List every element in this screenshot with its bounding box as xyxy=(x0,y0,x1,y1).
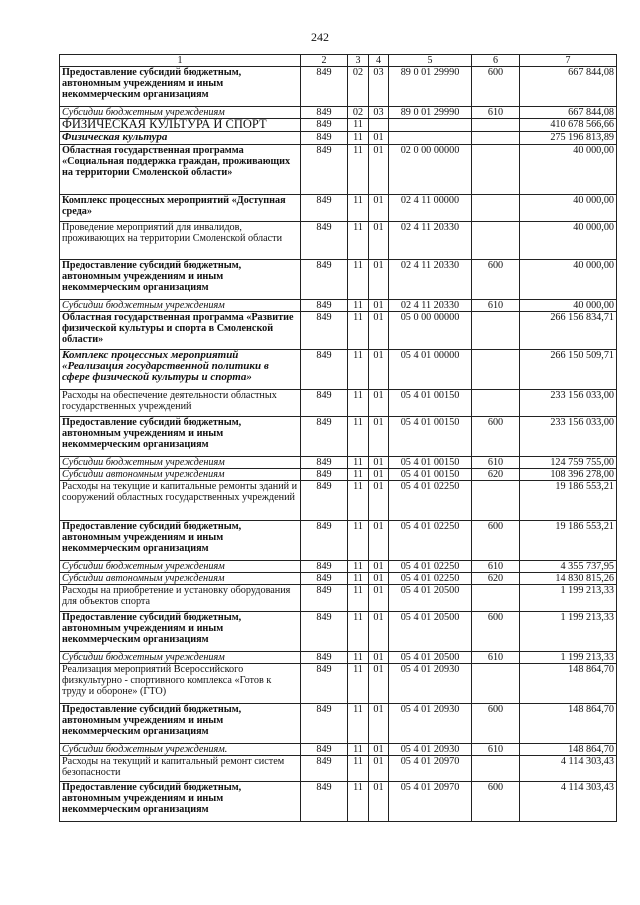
row-name: Расходы на приобретение и установку оборудования для объектов спорта xyxy=(60,585,301,612)
row-code-expense-type xyxy=(472,195,520,222)
table-row xyxy=(60,119,617,132)
table-row xyxy=(60,300,617,312)
row-code-target xyxy=(389,132,472,145)
row-code-admin: 849 xyxy=(301,145,348,195)
row-code-target: 05 4 01 02250 xyxy=(389,561,472,573)
row-name: Субсидии бюджетным учреждениям. xyxy=(60,744,301,756)
row-code-admin: 849 xyxy=(301,390,348,417)
row-code-subsection: 01 xyxy=(369,744,389,756)
row-name: Предоставление субсидий бюджетным, автономным учреждениям и иным некоммерческим организациям xyxy=(60,417,301,457)
row-code-subsection: 01 xyxy=(369,585,389,612)
table-row xyxy=(60,561,617,573)
header-col-7: 7 xyxy=(520,55,617,67)
row-amount: 14 830 815,26 xyxy=(520,573,617,585)
row-code-section: 11 xyxy=(348,481,369,521)
row-amount: 667 844,08 xyxy=(520,107,617,119)
row-code-target: 05 4 01 02250 xyxy=(389,573,472,585)
row-name: Субсидии бюджетным учреждениям xyxy=(60,300,301,312)
row-amount: 108 396 278,00 xyxy=(520,469,617,481)
row-amount: 19 186 553,21 xyxy=(520,481,617,521)
row-code-admin: 849 xyxy=(301,195,348,222)
row-code-target: 05 4 01 20500 xyxy=(389,612,472,652)
row-code-admin: 849 xyxy=(301,457,348,469)
header-col-5: 5 xyxy=(389,55,472,67)
header-row xyxy=(60,55,617,67)
row-code-admin: 849 xyxy=(301,704,348,744)
row-amount: 233 156 033,00 xyxy=(520,390,617,417)
row-code-section: 11 xyxy=(348,145,369,195)
row-name: Областная государственная программа «Социальная поддержка граждан, проживающих на территории Смоленской области» xyxy=(60,145,301,195)
row-code-section: 11 xyxy=(348,782,369,822)
row-code-target: 05 4 01 02250 xyxy=(389,481,472,521)
row-code-admin: 849 xyxy=(301,260,348,300)
row-code-expense-type: 600 xyxy=(472,612,520,652)
row-code-section: 11 xyxy=(348,664,369,704)
table-row xyxy=(60,756,617,782)
row-code-admin: 849 xyxy=(301,222,348,260)
row-code-expense-type xyxy=(472,222,520,260)
row-amount: 1 199 213,33 xyxy=(520,585,617,612)
row-code-target: 05 4 01 00150 xyxy=(389,469,472,481)
row-code-section: 11 xyxy=(348,756,369,782)
row-code-admin: 849 xyxy=(301,521,348,561)
header-col-6: 6 xyxy=(472,55,520,67)
row-code-target: 89 0 01 29990 xyxy=(389,67,472,107)
row-code-subsection: 01 xyxy=(369,350,389,390)
row-code-subsection: 01 xyxy=(369,390,389,417)
row-code-section: 11 xyxy=(348,585,369,612)
row-code-admin: 849 xyxy=(301,585,348,612)
row-code-subsection: 01 xyxy=(369,457,389,469)
table-row xyxy=(60,67,617,107)
row-amount: 1 199 213,33 xyxy=(520,612,617,652)
row-amount: 275 196 813,89 xyxy=(520,132,617,145)
row-name: Реализация мероприятий Всероссийского физкультурно - спортивного комплекса «Готов к труду и обороне» (ГТО) xyxy=(60,664,301,704)
row-code-subsection: 01 xyxy=(369,756,389,782)
row-code-subsection: 03 xyxy=(369,107,389,119)
row-code-admin: 849 xyxy=(301,664,348,704)
row-code-subsection: 01 xyxy=(369,782,389,822)
row-code-target: 05 4 01 00150 xyxy=(389,417,472,457)
table-row xyxy=(60,132,617,145)
row-amount: 148 864,70 xyxy=(520,704,617,744)
row-code-target: 05 4 01 20970 xyxy=(389,782,472,822)
row-code-expense-type: 610 xyxy=(472,652,520,664)
table-row xyxy=(60,782,617,822)
row-code-section: 11 xyxy=(348,312,369,350)
row-name: Субсидии автономным учреждениям xyxy=(60,469,301,481)
row-code-section: 11 xyxy=(348,652,369,664)
row-name: Субсидии бюджетным учреждениям xyxy=(60,652,301,664)
row-name: Областная государственная программа «Развитие физической культуры и спорта в Смоленской области» xyxy=(60,312,301,350)
row-code-section: 11 xyxy=(348,561,369,573)
row-name: Расходы на текущие и капитальные ремонты зданий и сооружений областных государственных учреждений xyxy=(60,481,301,521)
row-code-section: 11 xyxy=(348,469,369,481)
row-code-admin: 849 xyxy=(301,744,348,756)
row-code-section: 11 xyxy=(348,119,369,132)
row-code-subsection: 01 xyxy=(369,704,389,744)
table-row xyxy=(60,390,617,417)
row-code-section: 11 xyxy=(348,704,369,744)
table-row xyxy=(60,704,617,744)
row-name: Субсидии бюджетным учреждениям xyxy=(60,457,301,469)
page-number: 242 xyxy=(311,30,329,44)
row-code-expense-type xyxy=(472,312,520,350)
table-row xyxy=(60,145,617,195)
row-code-admin: 849 xyxy=(301,67,348,107)
row-code-section: 02 xyxy=(348,107,369,119)
row-code-target: 05 4 01 20930 xyxy=(389,744,472,756)
row-code-expense-type: 610 xyxy=(472,457,520,469)
row-code-subsection: 01 xyxy=(369,521,389,561)
row-code-subsection: 01 xyxy=(369,469,389,481)
row-code-expense-type xyxy=(472,664,520,704)
row-code-expense-type xyxy=(472,481,520,521)
row-code-subsection: 01 xyxy=(369,612,389,652)
row-name: Субсидии автономным учреждениям xyxy=(60,573,301,585)
row-code-admin: 849 xyxy=(301,300,348,312)
row-amount: 233 156 033,00 xyxy=(520,417,617,457)
row-code-expense-type xyxy=(472,390,520,417)
row-code-subsection: 01 xyxy=(369,652,389,664)
row-code-admin: 849 xyxy=(301,119,348,132)
row-code-target: 05 4 01 00150 xyxy=(389,390,472,417)
row-code-target: 05 4 01 20930 xyxy=(389,664,472,704)
row-amount: 266 150 509,71 xyxy=(520,350,617,390)
row-code-target: 05 4 01 00150 xyxy=(389,457,472,469)
row-code-admin: 849 xyxy=(301,469,348,481)
row-amount: 4 114 303,43 xyxy=(520,782,617,822)
row-name: Расходы на обеспечение деятельности областных государственных учреждений xyxy=(60,390,301,417)
row-code-expense-type xyxy=(472,132,520,145)
header-col-3: 3 xyxy=(348,55,369,67)
row-code-subsection: 03 xyxy=(369,67,389,107)
row-code-section: 11 xyxy=(348,195,369,222)
row-code-expense-type xyxy=(472,756,520,782)
row-code-section: 11 xyxy=(348,417,369,457)
table-row xyxy=(60,312,617,350)
row-code-admin: 849 xyxy=(301,561,348,573)
row-code-admin: 849 xyxy=(301,652,348,664)
row-name: Физическая культура xyxy=(60,132,301,145)
row-amount: 266 156 834,71 xyxy=(520,312,617,350)
row-amount: 124 759 755,00 xyxy=(520,457,617,469)
header-col-2: 2 xyxy=(301,55,348,67)
row-code-expense-type: 600 xyxy=(472,260,520,300)
budget-table xyxy=(59,54,617,822)
row-code-admin: 849 xyxy=(301,756,348,782)
row-code-expense-type xyxy=(472,585,520,612)
row-code-admin: 849 xyxy=(301,312,348,350)
row-code-expense-type: 620 xyxy=(472,573,520,585)
row-amount: 40 000,00 xyxy=(520,195,617,222)
row-amount: 1 199 213,33 xyxy=(520,652,617,664)
row-amount: 410 678 566,66 xyxy=(520,119,617,132)
row-name: Предоставление субсидий бюджетным, автономным учреждениям и иным некоммерческим организациям xyxy=(60,521,301,561)
row-code-section: 11 xyxy=(348,222,369,260)
row-code-section: 11 xyxy=(348,350,369,390)
table-row xyxy=(60,469,617,481)
row-code-target: 02 0 00 00000 xyxy=(389,145,472,195)
row-code-target: 02 4 11 00000 xyxy=(389,195,472,222)
row-code-subsection: 01 xyxy=(369,664,389,704)
row-amount: 148 864,70 xyxy=(520,664,617,704)
table-row xyxy=(60,652,617,664)
table-row xyxy=(60,222,617,260)
row-code-expense-type xyxy=(472,350,520,390)
row-code-admin: 849 xyxy=(301,481,348,521)
row-name: Предоставление субсидий бюджетным, автономным учреждениям и иным некоммерческим организациям xyxy=(60,612,301,652)
row-code-section: 02 xyxy=(348,67,369,107)
row-code-section: 11 xyxy=(348,521,369,561)
row-code-target: 02 4 11 20330 xyxy=(389,222,472,260)
row-code-expense-type: 610 xyxy=(472,300,520,312)
row-amount: 40 000,00 xyxy=(520,300,617,312)
row-code-subsection: 01 xyxy=(369,132,389,145)
row-name: ФИЗИЧЕСКАЯ КУЛЬТУРА И СПОРТ xyxy=(60,119,301,132)
row-amount: 667 844,08 xyxy=(520,67,617,107)
row-code-target: 05 4 01 00000 xyxy=(389,350,472,390)
table-row xyxy=(60,260,617,300)
row-code-admin: 849 xyxy=(301,107,348,119)
row-code-expense-type: 600 xyxy=(472,782,520,822)
row-code-expense-type: 610 xyxy=(472,561,520,573)
row-code-subsection: 01 xyxy=(369,260,389,300)
row-code-subsection: 01 xyxy=(369,481,389,521)
row-code-expense-type xyxy=(472,145,520,195)
row-code-section: 11 xyxy=(348,260,369,300)
row-name: Субсидии бюджетным учреждениям xyxy=(60,561,301,573)
row-code-section: 11 xyxy=(348,744,369,756)
table-row xyxy=(60,350,617,390)
row-code-target: 02 4 11 20330 xyxy=(389,300,472,312)
row-code-admin: 849 xyxy=(301,350,348,390)
row-code-section: 11 xyxy=(348,390,369,417)
row-code-admin: 849 xyxy=(301,417,348,457)
row-amount: 19 186 553,21 xyxy=(520,521,617,561)
row-code-admin: 849 xyxy=(301,782,348,822)
row-code-target: 05 4 01 02250 xyxy=(389,521,472,561)
row-code-target: 05 4 01 20500 xyxy=(389,652,472,664)
row-amount: 4 114 303,43 xyxy=(520,756,617,782)
row-code-subsection: 01 xyxy=(369,222,389,260)
row-code-target: 05 4 01 20970 xyxy=(389,756,472,782)
row-code-expense-type: 620 xyxy=(472,469,520,481)
row-code-subsection: 01 xyxy=(369,145,389,195)
row-amount: 4 355 737,95 xyxy=(520,561,617,573)
table-row xyxy=(60,612,617,652)
row-code-subsection: 01 xyxy=(369,561,389,573)
table-row xyxy=(60,481,617,521)
row-amount: 40 000,00 xyxy=(520,260,617,300)
row-code-target: 05 4 01 20930 xyxy=(389,704,472,744)
row-code-section: 11 xyxy=(348,132,369,145)
row-code-section: 11 xyxy=(348,300,369,312)
row-code-subsection: 01 xyxy=(369,417,389,457)
row-amount: 40 000,00 xyxy=(520,222,617,260)
table-row xyxy=(60,585,617,612)
table-row xyxy=(60,417,617,457)
header-col-4: 4 xyxy=(369,55,389,67)
table-row xyxy=(60,195,617,222)
row-code-expense-type: 610 xyxy=(472,744,520,756)
row-name: Комплекс процессных мероприятий «Доступная среда» xyxy=(60,195,301,222)
row-name: Предоставление субсидий бюджетным, автономным учреждениям и иным некоммерческим организациям xyxy=(60,782,301,822)
row-code-subsection: 01 xyxy=(369,195,389,222)
row-name: Предоставление субсидий бюджетным, автономным учреждениям и иным некоммерческим организациям xyxy=(60,704,301,744)
row-code-expense-type: 610 xyxy=(472,107,520,119)
row-name: Комплекс процессных мероприятий «Реализация государственной политики в сфере физической культуры и спорта» xyxy=(60,350,301,390)
row-code-target: 05 0 00 00000 xyxy=(389,312,472,350)
row-code-target xyxy=(389,119,472,132)
table-row xyxy=(60,457,617,469)
row-code-target: 05 4 01 20500 xyxy=(389,585,472,612)
row-code-target: 02 4 11 20330 xyxy=(389,260,472,300)
table-row xyxy=(60,573,617,585)
table-row xyxy=(60,664,617,704)
row-code-expense-type: 600 xyxy=(472,521,520,561)
row-amount: 40 000,00 xyxy=(520,145,617,195)
row-code-target: 89 0 01 29990 xyxy=(389,107,472,119)
row-code-section: 11 xyxy=(348,573,369,585)
row-amount: 148 864,70 xyxy=(520,744,617,756)
row-code-expense-type: 600 xyxy=(472,704,520,744)
row-code-subsection: 01 xyxy=(369,300,389,312)
row-code-expense-type: 600 xyxy=(472,417,520,457)
row-code-expense-type xyxy=(472,119,520,132)
row-name: Субсидии бюджетным учреждениям xyxy=(60,107,301,119)
row-code-subsection: 01 xyxy=(369,573,389,585)
row-code-section: 11 xyxy=(348,612,369,652)
row-code-subsection: 01 xyxy=(369,312,389,350)
table-row xyxy=(60,521,617,561)
row-name: Расходы на текущий и капитальный ремонт систем безопасности xyxy=(60,756,301,782)
row-code-expense-type: 600 xyxy=(472,67,520,107)
row-code-admin: 849 xyxy=(301,132,348,145)
row-name: Проведение мероприятий для инвалидов, проживающих на территории Смоленской области xyxy=(60,222,301,260)
header-col-1: 1 xyxy=(60,55,301,67)
table-row xyxy=(60,744,617,756)
row-name: Предоставление субсидий бюджетным, автономным учреждениям и иным некоммерческим организациям xyxy=(60,260,301,300)
row-code-subsection xyxy=(369,119,389,132)
row-code-admin: 849 xyxy=(301,612,348,652)
table-row xyxy=(60,107,617,119)
row-name: Предоставление субсидий бюджетным, автономным учреждениям и иным некоммерческим организациям xyxy=(60,67,301,107)
row-code-section: 11 xyxy=(348,457,369,469)
row-code-admin: 849 xyxy=(301,573,348,585)
